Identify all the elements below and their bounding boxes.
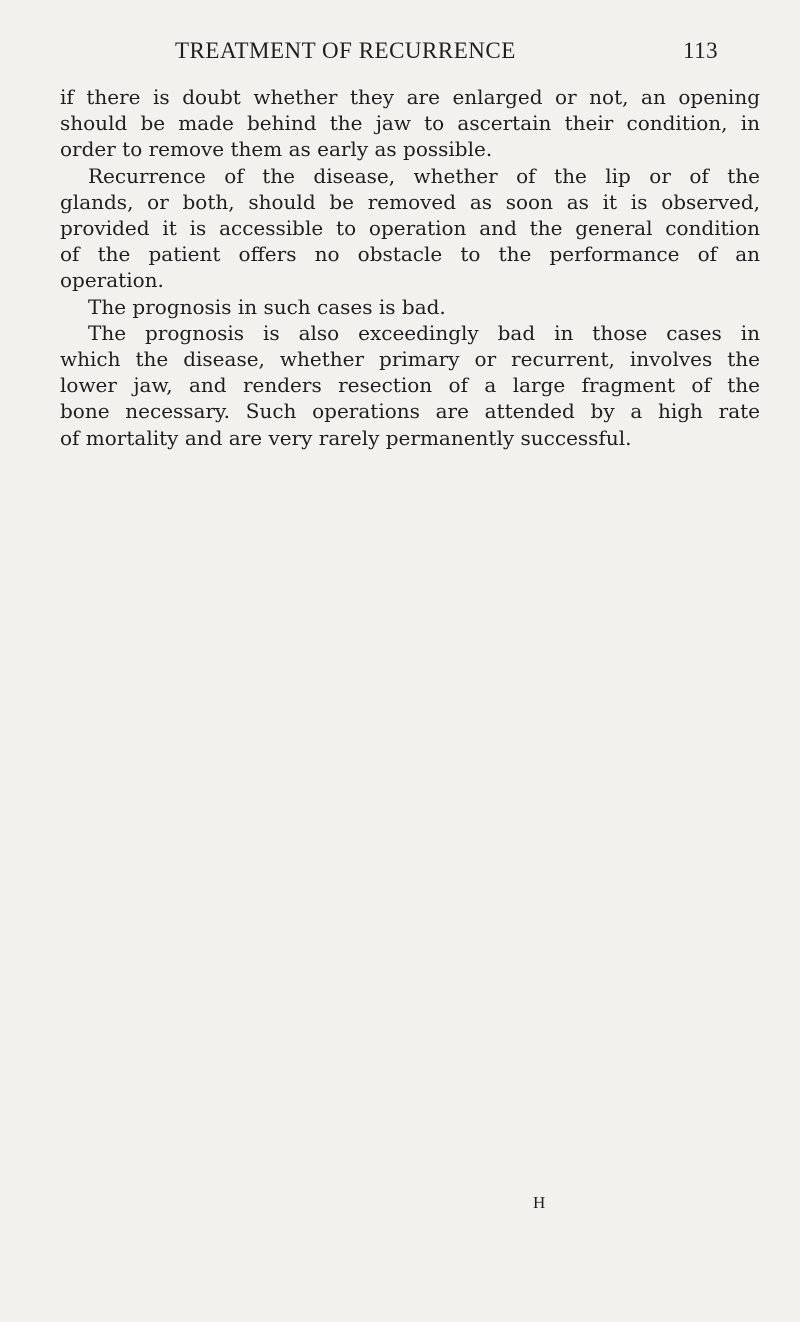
text-line: provided it is accessible to operation and the general condition (60, 216, 760, 241)
text-line: operation. (60, 268, 164, 293)
text-line: of the patient offers no obstacle to the performance of an (60, 242, 760, 267)
text-line: if there is doubt whether they are enlarged or not, an opening (60, 85, 760, 109)
text-line: which the disease, whether primary or recurrent, involves the (60, 347, 760, 372)
body-text (60, 84, 760, 451)
text-line: glands, or both, should be removed as soon as it is observed, (60, 189, 760, 214)
signature-mark: H (533, 1193, 546, 1212)
running-head (0, 38, 800, 68)
page-number: 113 (683, 38, 719, 63)
text-line: order to remove them as early as possible. (60, 137, 493, 162)
text-line: should be made behind the jaw to ascertain their condition, in (60, 111, 760, 136)
running-title: TREATMENT OF RECURRENCE (175, 38, 516, 63)
text-line: The prognosis is also exceedingly bad in those cases in (88, 320, 760, 345)
text-line: of mortality and are very rarely permanently successful. (60, 425, 632, 450)
text-line: lower jaw, and renders resection of a large fragment of the (60, 373, 760, 398)
text-line: Recurrence of the disease, whether of the lip or of the (88, 163, 760, 188)
text-line: bone necessary. Such operations are attended by a high rate (60, 399, 760, 424)
text-line: The prognosis in such cases is bad. (88, 294, 446, 319)
